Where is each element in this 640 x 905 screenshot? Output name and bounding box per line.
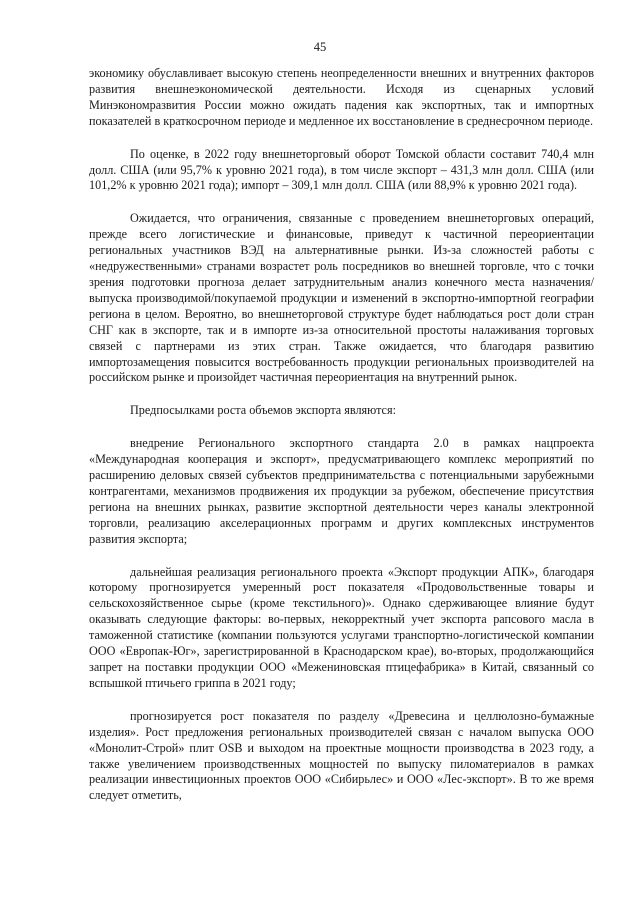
paragraph-agro-export-project: дальнейшая реализация регионального проекта «Экспорт продукции АПК», благодаря которому прогнозируется умеренный рост показателя «Продовольственные товары и сельскохозяйственное сырье (кроме текстильного)». Однако сдерживающее влияние будут оказывать следующие факторы: во-первых, некорректный учет экспорта рапсового масла в таможенной статистике (компании пользуются услугами транспортно-логистической компании ООО «Европак-Юг», зарегистрированной в Краснодарском крае), во-вторых, продолжающийся запрет на поставки продукции ООО «Межениновская птицефабрика» в Китай, связанный со вспышкой птичьего гриппа в 2021 году; [89, 564, 594, 690]
paragraph-continuation: экономику обуславливает высокую степень неопределенности внешних и внутренних факторов развития внешнеэкономической деятельности. Исходя из сценарных условий Минэкономразвития России можно ожидать падения как экспортных, так и импортных показателей в краткосрочном периоде и медленное их восстановление в среднесрочном периоде. [89, 66, 594, 128]
paragraph-export-growth-prerequisites: Предпосылками роста объемов экспорта являются: [130, 403, 396, 418]
page-number: 45 [313, 40, 327, 54]
page-body [89, 66, 594, 804]
paragraph-restrictions-reorientation: Ожидается, что ограничения, связанные с проведением внешнеторговых операций, прежде всего логистические и финансовые, приведут к частичной переориентации региональных участников ВЭД на альтернативные рынки. Из-за сложностей работы с «недружественными» странами возрастет роль посредников во внешней торговле, что с точки зрения подготовки прогноза делает затруднительным анализ конечного места назначения/выпуска производимой/покупаемой продукции и изменений в экспортно-импортной географии региона в целом. Вероятно, во внешнеторговой структуре будет наблюдаться рост доли стран СНГ как в экспорте, так и в импорте из-за относительной простоты налаживания торговых связей с партнерами из этих стран. Также ожидается, что благодаря развитию импортозамещения повысится востребованность продукции региональных производителей на российском рынке и произойдет частичная переориентация на внутренний рынок. [89, 211, 594, 385]
paragraph-timber-products: прогнозируется рост показателя по разделу «Древесина и целлюлозно-бумажные изделия». Рост предложения региональных производителей связан с началом выпуска ООО «Монолит-Строй» плит OSB и выходом на проектные мощности производства в 2023 году, а также увеличением производственных мощностей по выпуску пиломатериалов в рамках реализации инвестиционных проектов ООО «Сибирьлес» и ООО «Лес-экспорт». В то же время следует отметить, [89, 708, 594, 803]
paragraph-export-standard: внедрение Регионального экспортного стандарта 2.0 в рамках нацпроекта «Международная кооперация и экспорт», предусматривающего комплекс мероприятий по расширению деловых связей субъектов предпринимательства с потенциальными зарубежными контрагентами, механизмов продвижения их продукции за рубежом, обеспечение присутствия региона на внешних рынках, развитие экспортной деятельности через каналы электронной торговли, реализацию акселерационных программ и других комплексных инструментов развития экспорта; [89, 436, 594, 546]
paragraph-trade-turnover-estimate: По оценке, в 2022 году внешнеторговый оборот Томской области составит 740,4 млн долл. США (или 95,7% к уровню 2021 года), в том числе экспорт – 431,3 млн долл. США (или 101,2% к уровню 2021 года); импорт – 309,1 млн долл. США (или 88,9% к уровню 2021 года). [89, 146, 594, 193]
